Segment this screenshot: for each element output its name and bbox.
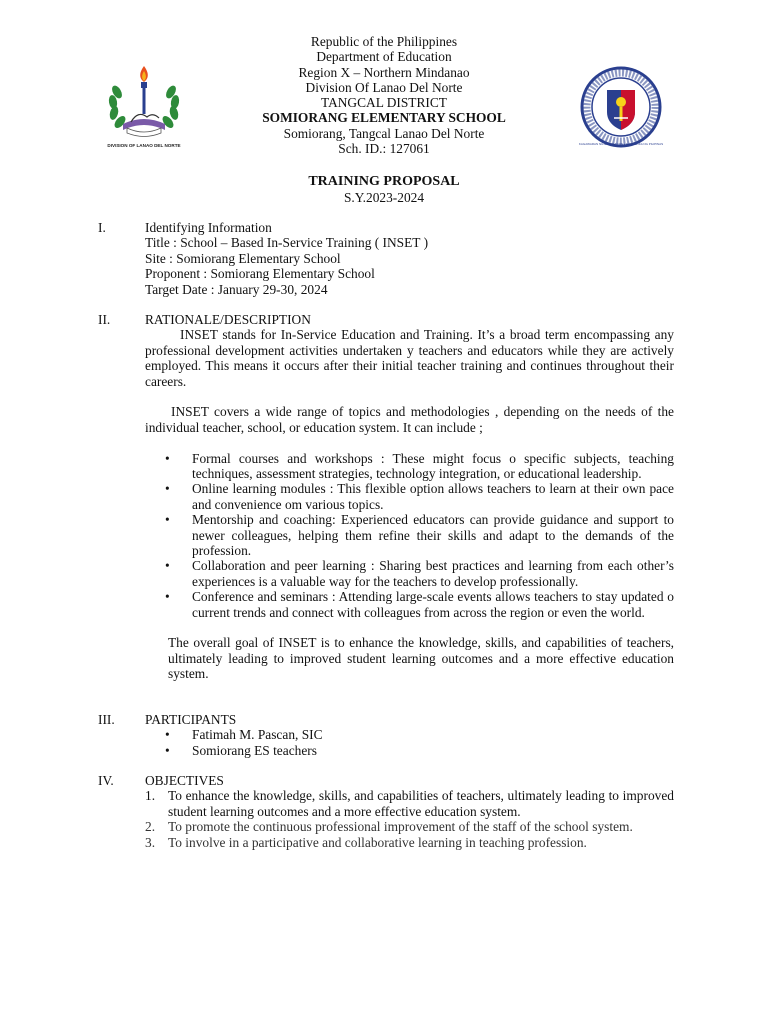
inset-topics-list (145, 451, 674, 620)
section-heading: OBJECTIVES (145, 773, 224, 788)
section-heading: Identifying Information (145, 220, 272, 235)
list-item: 3. To involve in a participative and collaborative learning in teaching profession. (145, 834, 587, 850)
section-rationale (98, 312, 674, 682)
document-title: TRAINING PROPOSAL (308, 174, 460, 189)
training-target-date: Target Date : January 29-30, 2024 (145, 281, 328, 297)
training-title: Title : School – Based In-Service Training ( INSET ) (145, 235, 429, 251)
list-item: • Fatimah M. Pascan, SIC (165, 727, 323, 743)
section-heading: RATIONALE/DESCRIPTION (145, 312, 311, 327)
header-line: Region X – Northern Mindanao (298, 64, 470, 80)
training-site: Site : Somiorang Elementary School (145, 250, 341, 266)
section-objectives (98, 773, 674, 850)
section-number: II. (98, 312, 111, 327)
section-heading: PARTICIPANTS (145, 712, 237, 727)
document-title-block (0, 174, 768, 205)
header-line: Republic of the Philippines (310, 34, 458, 49)
training-proponent: Proponent : Somiorang Elementary School (145, 266, 375, 282)
section-number: III. (98, 712, 115, 727)
header-line: TANGCAL DISTRICT (320, 95, 447, 111)
school-address: Somiorang, Tangcal Lanao Del Norte (283, 125, 485, 141)
list-item: • Collaboration and peer learning : Sharing best practices and learning from each other’s experiences is a valuable way for the teachers to develop professionally. (165, 558, 674, 589)
section-identifying-information (98, 220, 674, 297)
header-line: Division Of Lanao Del Norte (305, 79, 463, 95)
section-participants (98, 712, 674, 758)
header-line: Department of Education (316, 49, 452, 65)
school-id: Sch. ID.: 127061 (338, 141, 430, 157)
school-name: SOMIORANG ELEMENTARY SCHOOL (262, 110, 506, 126)
list-item: • Online learning modules : This flexible option allows teachers to learn at their own pace and convenience om various topics. (165, 481, 674, 512)
objectives-list (145, 788, 674, 850)
division-logo-text: DIVISION OF LANAO DEL NORTE (107, 143, 181, 148)
participants-list (145, 727, 674, 758)
list-item: • Mentorship and coaching: Experienced educators can provide guidance and support to newer colleagues, helping them refine their skills and adapt to the demands of the profession. (165, 512, 674, 559)
section-number: IV. (98, 773, 114, 788)
rationale-paragraph: INSET covers a wide range of topics and methodologies , depending on the needs of the individual teacher, school, or education system. It can include ; (145, 404, 674, 435)
list-item: 1. To enhance the knowledge, skills, and capabilities of teachers, ultimately leading to improved student learning outcomes and a more effective education system. (145, 788, 674, 819)
list-item: • Conference and seminars : Attending large-scale events allows teachers to stay updated o current trends and connect with colleagues from across the region or even the world. (165, 589, 674, 620)
school-year: S.Y.2023-2024 (343, 190, 425, 205)
rationale-paragraph: INSET stands for In-Service Education and Training. It’s a broad term encompassing any professional development activities undertaken y teachers and educators while they are actively employed. This means it occurs after their initial teacher training and continues throughout their careers. (145, 327, 674, 389)
deped-seal-text: KAGAWARAN NG EDUKASYON • REPUBLIKA NG PILIPINAS (578, 142, 664, 146)
list-item: • Formal courses and workshops : These might focus o specific subjects, teaching techniques, assessment strategies, technology integration, or educational leadership. (165, 450, 674, 482)
overall-goal-paragraph: The overall goal of INSET is to enhance the knowledge, skills, and capabilities of teachers, ultimately leading to improved student learning outcomes and a more effective education system. (168, 635, 674, 682)
section-number: I. (98, 220, 106, 235)
list-item: • Somiorang ES teachers (165, 742, 317, 758)
list-item: 2. To promote the continuous professional improvement of the staff of the school system. (145, 819, 633, 835)
letterhead (0, 34, 768, 156)
